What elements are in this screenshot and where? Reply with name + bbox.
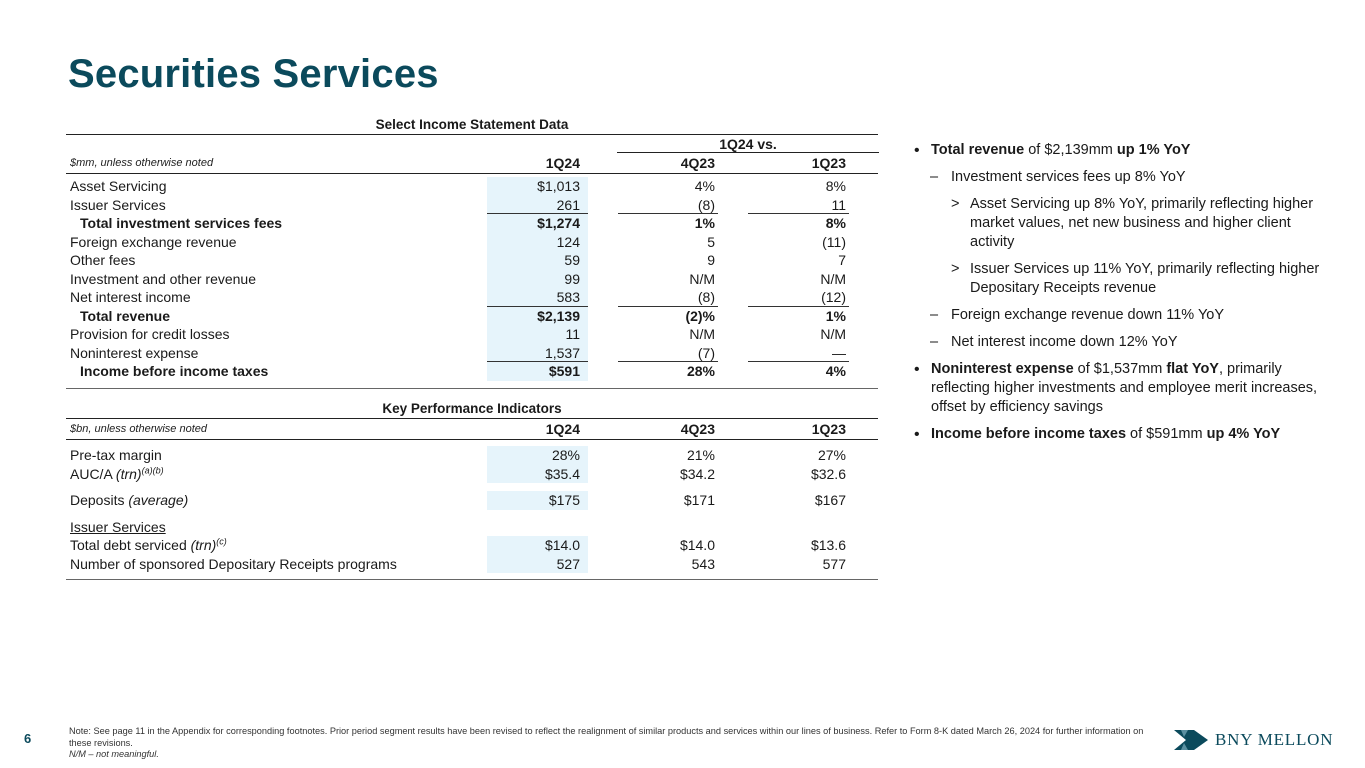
income-statement-table — [66, 116, 878, 389]
cell-1q23: — — [748, 344, 849, 363]
cell-4q23: (2)% — [685, 307, 715, 324]
row-label: Asset Servicing — [70, 178, 167, 194]
row-label-text: Deposits — [70, 492, 125, 508]
cell-1q24: 261 — [487, 196, 588, 215]
cell-1q24: 583 — [487, 288, 588, 307]
row-label: Pre-tax margin — [70, 447, 162, 463]
cell-4q23: 28% — [686, 363, 715, 379]
table-row — [66, 555, 878, 574]
cell-1q23: $13.6 — [810, 537, 846, 553]
row-label-text: AUC/A — [70, 465, 113, 482]
cell-1q23: 27% — [817, 447, 846, 463]
row-label-text: Total debt serviced — [70, 537, 187, 553]
vs-label: 1Q24 vs. — [617, 135, 879, 153]
table-row — [66, 536, 878, 555]
issuer-services-heading: Issuer Services — [70, 518, 166, 535]
cell-1q24: $591 — [487, 362, 588, 381]
row-label: Foreign exchange revenue — [70, 233, 237, 250]
table-row — [66, 196, 878, 215]
logo-mark-icon — [1174, 727, 1208, 753]
cell-4q23: (7) — [618, 344, 718, 363]
cell-1q24: $2,139 — [487, 307, 588, 326]
bullet-text: of $591mm — [1126, 426, 1207, 442]
col-header-1q23: 1Q23 — [811, 421, 846, 437]
col-header-1q23: 1Q23 — [811, 155, 846, 171]
column-header-row — [66, 153, 878, 174]
cell-4q23: $171 — [683, 492, 715, 508]
commentary-bullets — [912, 141, 1332, 452]
cell-1q24: $14.0 — [487, 536, 588, 555]
row-label-unit: (trn) — [115, 465, 142, 482]
cell-1q24: 527 — [487, 555, 588, 574]
cell-4q23: 4% — [694, 178, 715, 194]
cell-1q24: $175 — [487, 491, 588, 510]
bullet-text: of $1,537mm — [1073, 361, 1167, 377]
column-header-row — [66, 419, 878, 440]
cell-1q23: $167 — [814, 492, 846, 508]
bullet-text: , primarily reflecting higher investments and employee merit increases, offset by efficiency savings — [931, 361, 1318, 415]
cell-4q23: N/M — [689, 326, 715, 342]
cell-1q24: 124 — [487, 233, 588, 252]
cell-1q24: 59 — [487, 251, 588, 270]
bullet-text: of $2,139mm — [1024, 142, 1117, 158]
footnote-text: Note: See page 11 in the Appendix for corresponding footnotes. Prior period segment results have been revised to reflect the realignment of similar products and services within our lines of business. Refer to Form 8-K dated March 26, 2024 for further information on these revisions. — [69, 726, 1144, 748]
table-row — [66, 251, 878, 270]
cell-1q24: 99 — [487, 270, 588, 289]
cell-1q24: $1,013 — [487, 177, 588, 196]
footnote-ref: (a)(b) — [141, 464, 164, 475]
cell-4q23: 1% — [694, 215, 715, 231]
cell-1q23: N/M — [820, 270, 846, 287]
table-row — [66, 446, 878, 465]
cell-1q23: 4% — [825, 363, 846, 379]
income-section-title: Select Income Statement Data — [375, 117, 569, 132]
row-label: Noninterest expense — [70, 344, 199, 361]
row-label-unit: (average) — [128, 492, 189, 508]
page-title: Securities Services — [68, 52, 439, 96]
sub-bullet: – Investment services fees up 8% YoY — [912, 168, 1332, 187]
bullet-lead: Total revenue — [931, 142, 1025, 158]
cell-4q23: (8) — [618, 196, 718, 215]
bullet-emphasis: flat YoY — [1166, 361, 1219, 377]
nm-note: N/M – not meaningful. — [69, 749, 159, 759]
footnote-ref: (c) — [216, 536, 227, 547]
kpi-table — [66, 400, 878, 580]
bullet-total-revenue — [912, 141, 1332, 160]
row-label: Investment and other revenue — [70, 270, 257, 287]
col-header-4q23: 4Q23 — [680, 155, 715, 171]
row-label: Other fees — [70, 252, 136, 268]
units-note: $bn, unless otherwise noted — [70, 423, 207, 435]
row-label: Number of sponsored Depositary Receipts programs — [70, 555, 397, 572]
bullet-noninterest-expense — [912, 360, 1332, 417]
cell-1q23: 11 — [748, 196, 849, 215]
cell-1q24: 11 — [487, 325, 588, 344]
kpi-section-title: Key Performance Indicators — [382, 401, 562, 416]
footnote — [69, 726, 1154, 761]
sub-bullet: – Net interest income down 12% YoY — [912, 333, 1332, 352]
row-label: Income before income taxes — [80, 363, 269, 379]
table-row — [66, 177, 878, 196]
cell-1q23: 8% — [825, 215, 846, 231]
row-label: Provision for credit losses — [70, 326, 230, 342]
row-label — [70, 536, 227, 555]
table-row — [66, 288, 878, 307]
bullet-emphasis: up 4% YoY — [1206, 426, 1281, 442]
cell-1q23: (12) — [748, 288, 849, 307]
cell-4q23: $14.0 — [679, 537, 715, 553]
bny-mellon-logo — [1174, 726, 1333, 754]
col-header-1q24: 1Q24 — [545, 421, 580, 437]
comparison-header — [66, 135, 878, 153]
cell-1q23: 1% — [825, 307, 846, 324]
cell-1q23: 8% — [825, 178, 846, 194]
page-number: 6 — [24, 731, 32, 746]
table-row — [66, 270, 878, 289]
table-rule — [66, 579, 878, 580]
row-label — [70, 465, 164, 484]
table-row — [66, 344, 878, 363]
col-header-1q24: 1Q24 — [545, 155, 580, 171]
sub-bullet: – Foreign exchange revenue down 11% YoY — [912, 306, 1332, 325]
cell-4q23: N/M — [689, 270, 715, 287]
units-note: $mm, unless otherwise noted — [70, 157, 214, 169]
sub-sub-bullet: > Issuer Services up 11% YoY, primarily reflecting higher Depositary Receipts revenue — [912, 260, 1332, 298]
table-row — [66, 465, 878, 484]
cell-1q23: 7 — [838, 252, 846, 268]
row-label: Total revenue — [80, 307, 170, 324]
table-subheading-row — [66, 518, 878, 537]
col-header-4q23: 4Q23 — [680, 421, 715, 437]
cell-1q24: 1,537 — [487, 344, 588, 363]
cell-4q23: 5 — [707, 233, 715, 250]
logo-wordmark: BNY MELLON — [1215, 730, 1334, 749]
cell-1q23: $32.6 — [810, 465, 846, 482]
cell-1q24: $35.4 — [487, 465, 588, 484]
table-row — [66, 233, 878, 252]
sub-sub-bullet: > Asset Servicing up 8% YoY, primarily reflecting higher market values, net new business and higher client activity — [912, 195, 1332, 252]
bullet-lead: Noninterest expense — [931, 361, 1074, 377]
cell-1q24: 28% — [487, 446, 588, 465]
table-row-total — [66, 307, 878, 326]
table-row — [66, 325, 878, 344]
row-label: Total investment services fees — [80, 215, 283, 231]
cell-1q23: (11) — [822, 233, 846, 250]
cell-1q23: N/M — [820, 326, 846, 342]
table-row-total — [66, 214, 878, 233]
bullet-lead: Income before income taxes — [931, 426, 1127, 442]
bullet-income-before-taxes — [912, 425, 1332, 444]
row-label — [70, 491, 188, 510]
row-label-unit: (trn) — [190, 537, 217, 553]
cell-1q24: $1,274 — [487, 214, 588, 233]
cell-4q23: 543 — [691, 555, 715, 572]
table-rule — [66, 388, 878, 389]
table-row-total — [66, 362, 878, 381]
row-label: Issuer Services — [70, 196, 166, 213]
row-label: Net interest income — [70, 289, 191, 305]
cell-4q23: $34.2 — [679, 465, 715, 482]
cell-4q23: 9 — [707, 252, 715, 268]
bullet-emphasis: up 1% YoY — [1116, 142, 1191, 158]
table-row — [66, 491, 878, 510]
cell-1q23: 577 — [822, 555, 846, 572]
cell-4q23: (8) — [618, 288, 718, 307]
cell-4q23: 21% — [686, 447, 715, 463]
